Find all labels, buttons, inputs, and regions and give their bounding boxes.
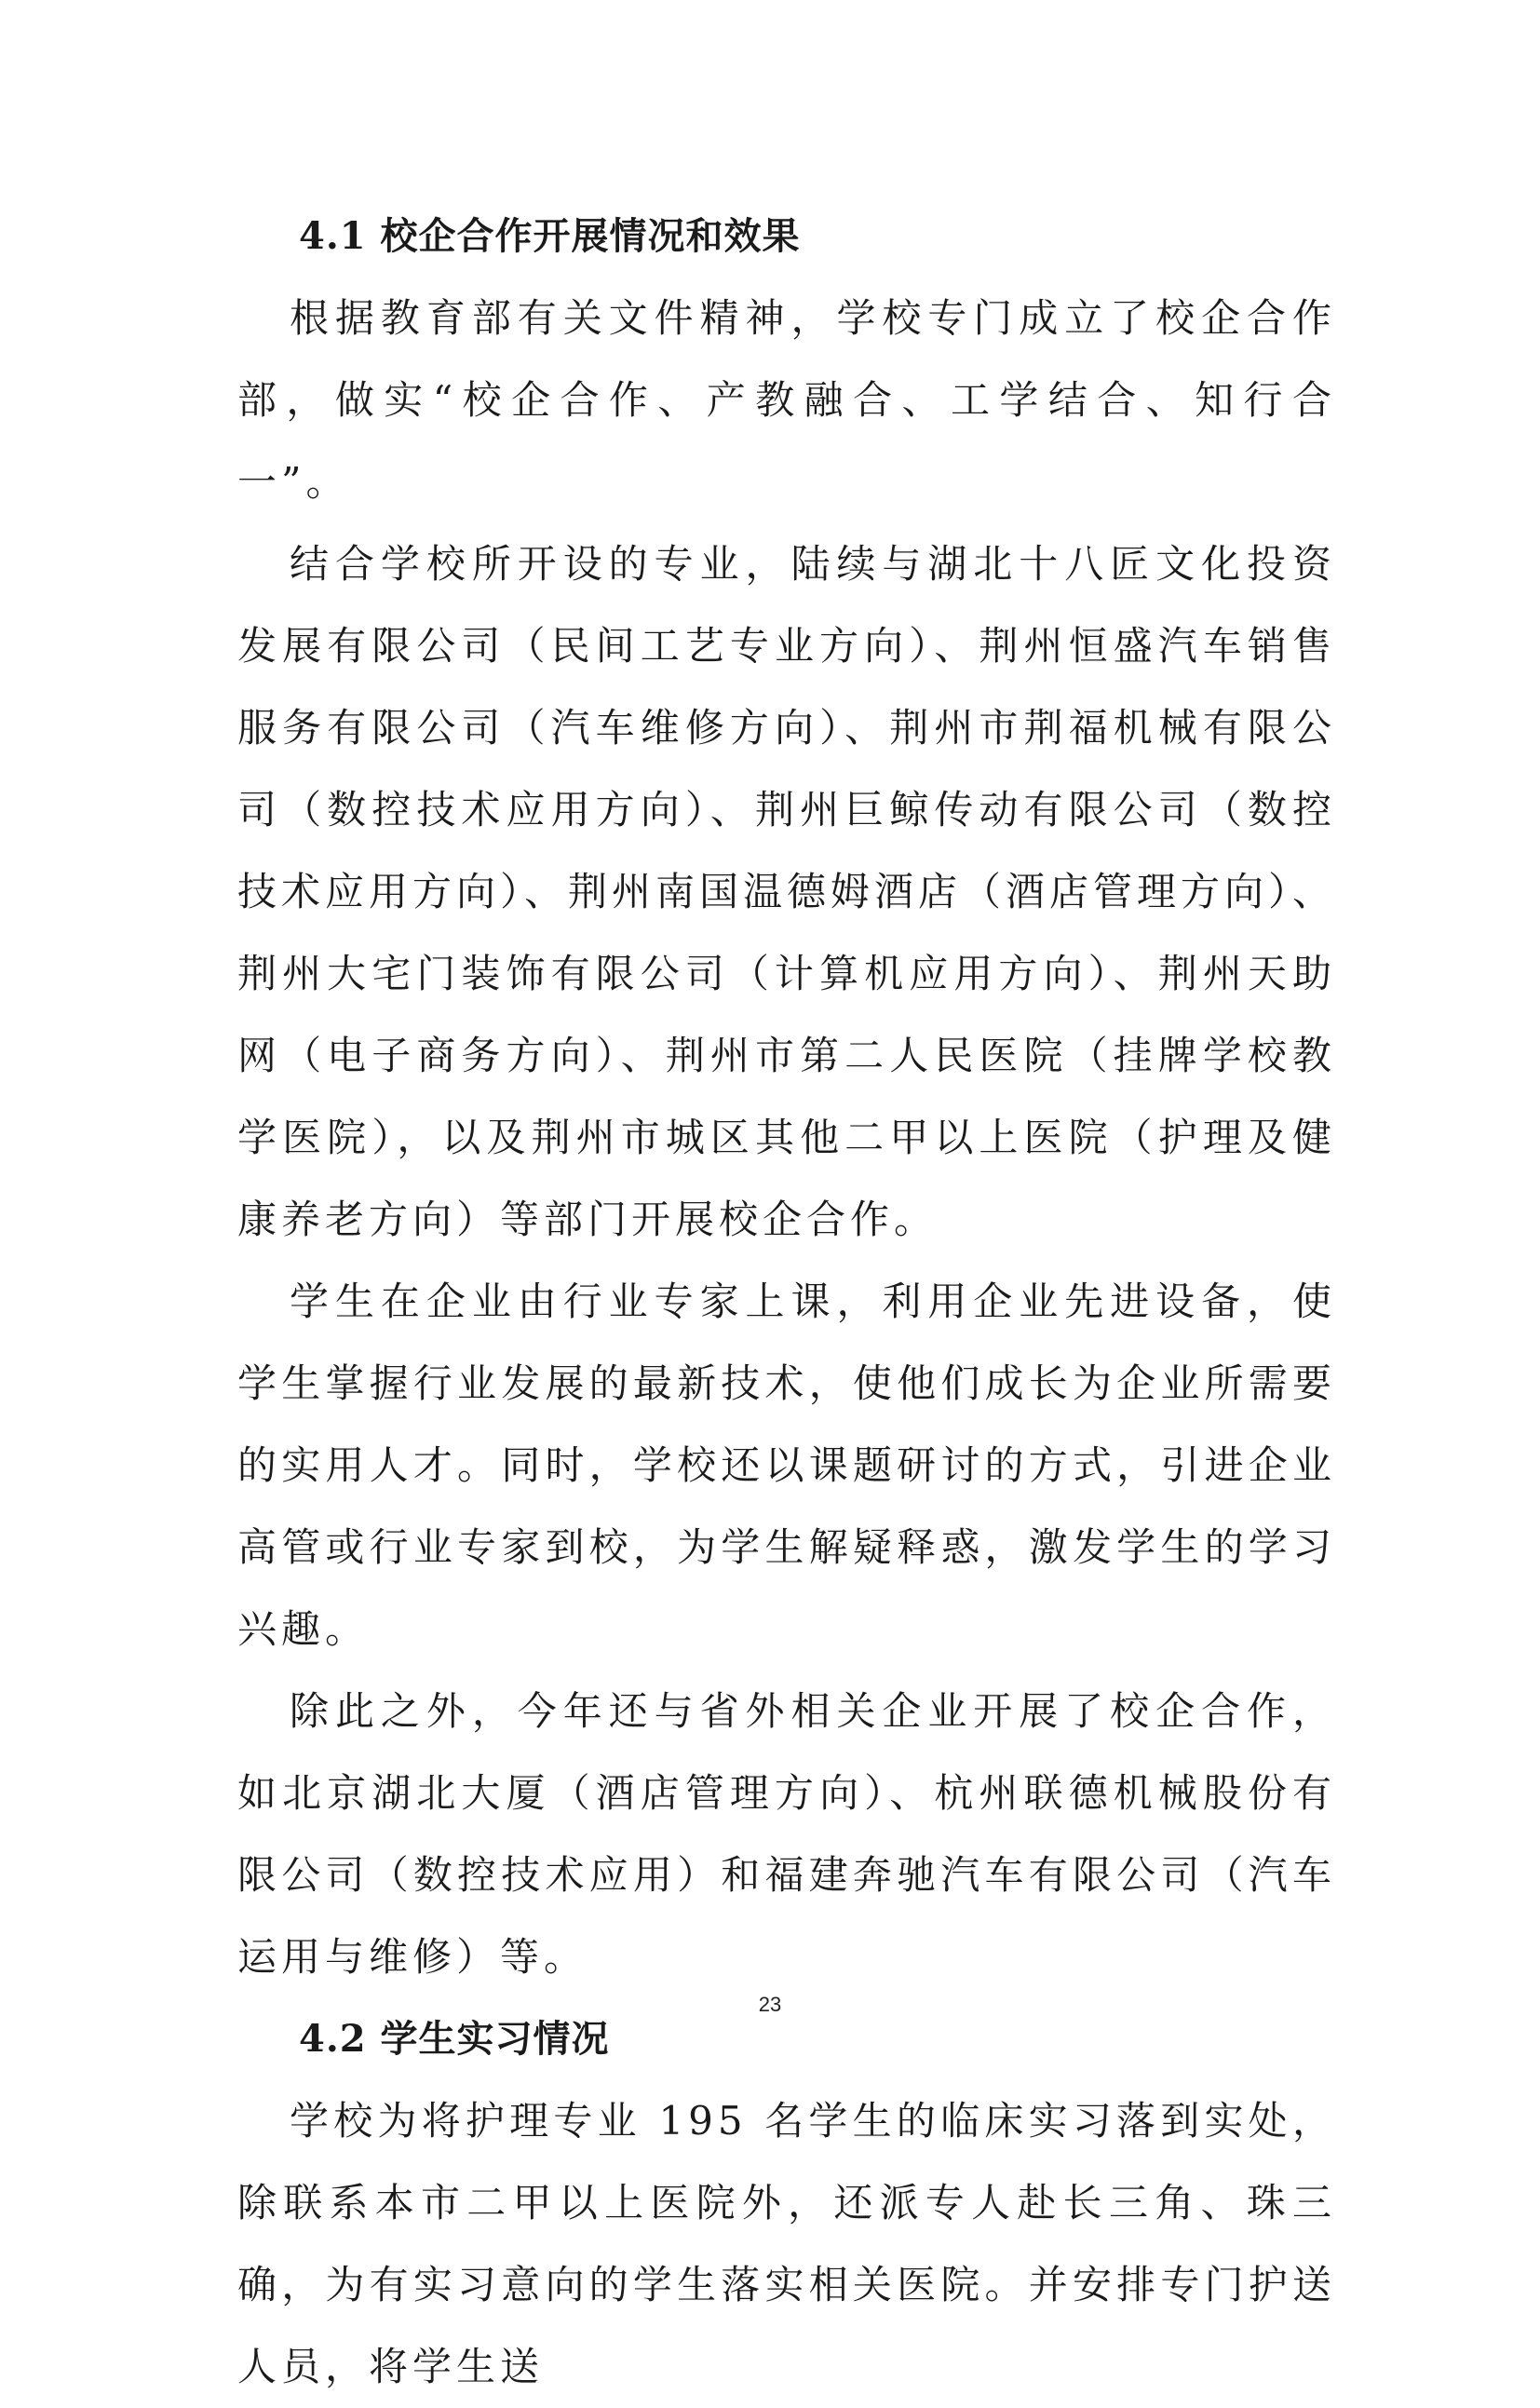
paragraph-1: 根据教育部有关文件精神，学校专门成立了校企合作部，做实“校企合作、产教融合、工学结合、知行合一”。 xyxy=(237,295,1336,505)
paragraph-3: 学生在企业由行业专家上课，利用企业先进设备，使学生掌握行业发展的最新技术，使他们成长为企业所需要的实用人才。同时，学校还以课题研讨的方式，引进企业高管或行业专家到校，为学生解疑释惑，激发学生的学习兴趣。 xyxy=(237,1278,1336,1652)
paragraph-2: 结合学校所开设的专业，陆续与湖北十八匠文化投资发展有限公司（民间工艺专业方向）、荆州恒盛汽车销售服务有限公司（汽车维修方向）、荆州市荆福机械有限公司（数控技术应用方向）、荆州巨鲸传动有限公司（数控技术应用方向）、荆州南国温德姆酒店（酒店管理方向）、荆州大宅门装饰有限公司（计算机应用方向）、荆州天助网（电子商务方向）、荆州市第二人民医院（挂牌学校教学医院），以及荆州市城区其他二甲以上医院（护理及健康养老方向）等部门开展校企合作。 xyxy=(237,541,1337,1242)
page-number: 23 xyxy=(758,1993,782,2016)
paragraph-4: 除此之外，今年还与省外相关企业开展了校企合作，如北京湖北大厦（酒店管理方向）、杭州联德机械股份有限公司（数控技术应用）和福建奔驰汽车有限公司（汽车运用与维修）等。 xyxy=(237,1688,1336,1980)
page-content xyxy=(237,196,1336,2408)
paragraph-5: 学校为将护理专业 195 名学生的临床实习落到实处，除联系本市二甲以上医院外，还派专人赴长三角、珠三确，为有实习意向的学生落实相关医院。并安排专门护送人员，将学生送 xyxy=(237,2098,1336,2389)
section-heading-4-2: 4.2 学生实习情况 xyxy=(299,2017,610,2061)
section-heading-4-1: 4.1 校企合作开展情况和效果 xyxy=(299,214,801,258)
